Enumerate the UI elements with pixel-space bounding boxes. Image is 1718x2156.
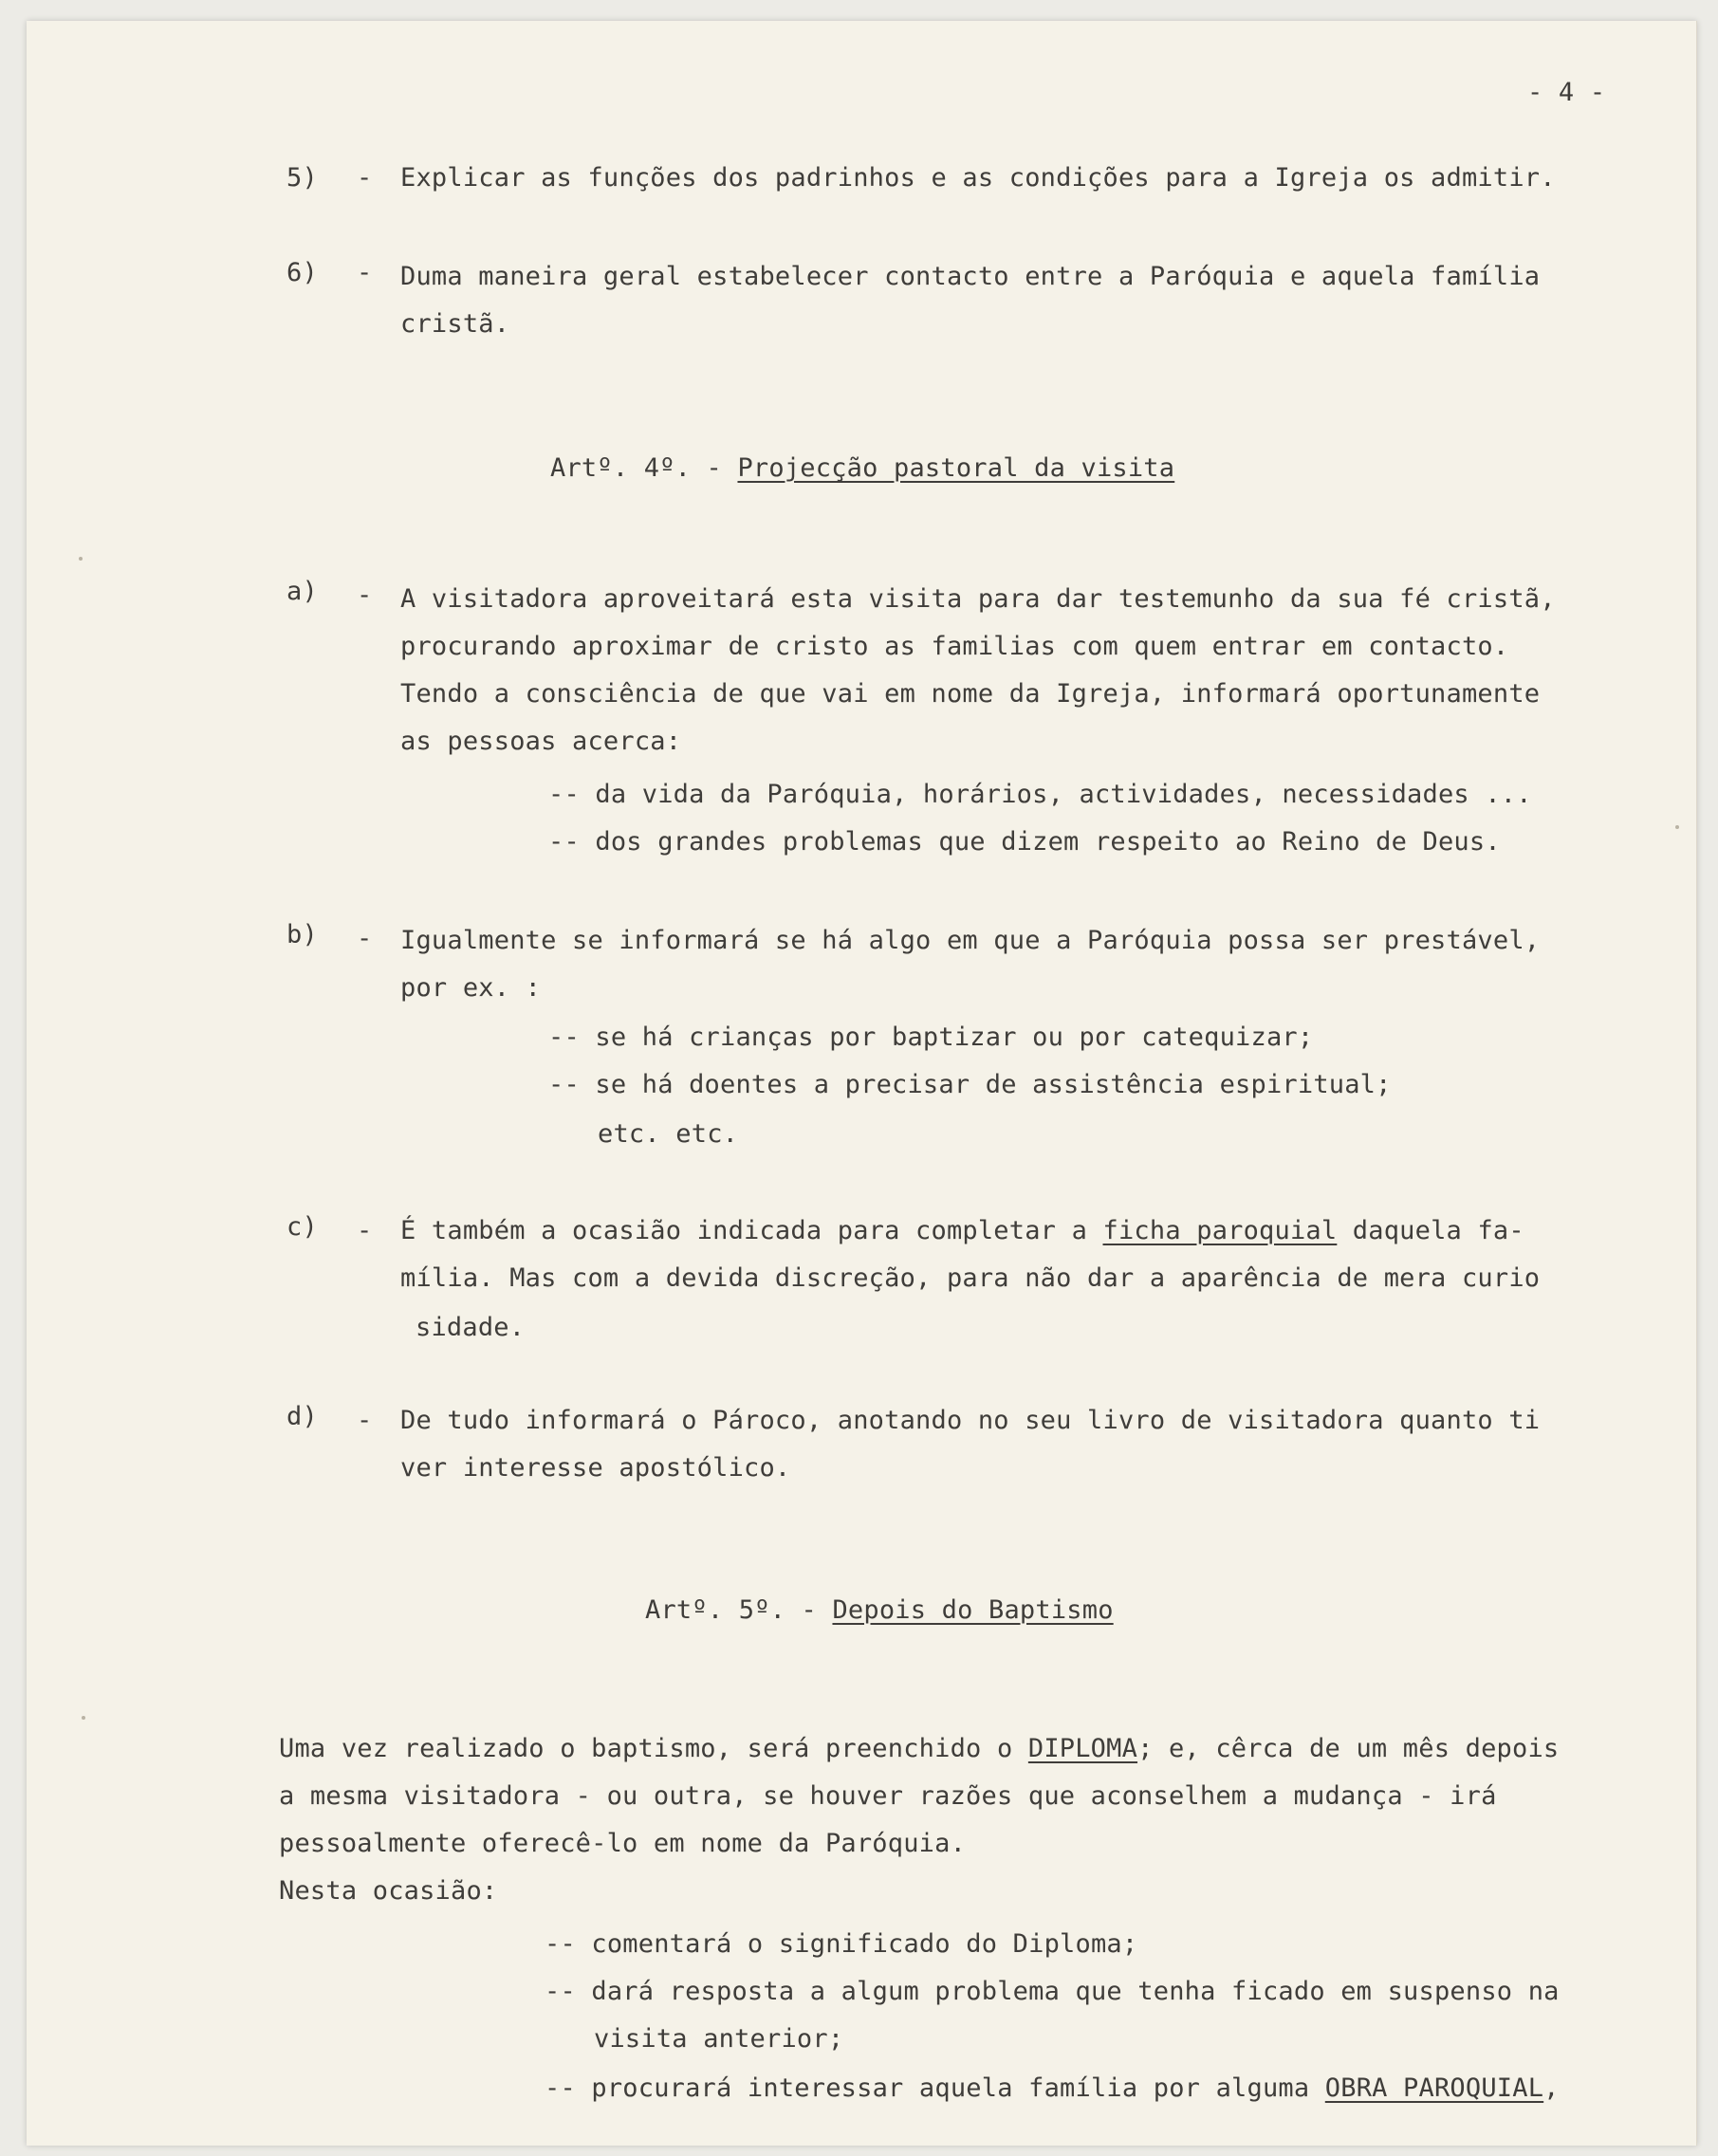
item-a-bullet-1: -- da vida da Paróquia, horários, actividades, necessidades ... [548,780,1532,809]
article-5-heading [645,1597,1114,1623]
final-line-1 [279,1736,1559,1761]
final-bullet-3-post: , [1543,2073,1560,2103]
item-a-line-4: as pessoas acerca: [400,727,682,756]
page-number: - 4 - [1527,78,1606,107]
item-5-dash: - [357,163,373,193]
ficha-paroquial-term: ficha paroquial [1102,1216,1338,1245]
obra-paroquial-term: OBRA PAROQUIAL [1324,2073,1544,2103]
final-line-1-post: ; e, cêrca de um mês depois [1137,1734,1560,1763]
item-b-bullet-2: -- se há doentes a precisar de assistência espiritual; [548,1070,1392,1099]
article-5-title: Depois do Baptismo [832,1595,1114,1625]
item-6-text-line-1: Duma maneira geral estabelecer contacto entre a Paróquia e aquela família [400,262,1541,291]
item-b-bullet-1: -- se há crianças por baptizar ou por catequizar; [548,1023,1314,1052]
diploma-term: DIPLOMA [1027,1734,1138,1763]
final-line-1-pre: Uma vez realizado o baptismo, será preenchido o [279,1734,1028,1763]
item-d-line-1: De tudo informará o Pároco, anotando no seu livro de visitadora quanto ti [400,1406,1541,1435]
item-c-line-1 [400,1218,1524,1244]
article-4-heading [550,455,1174,481]
article-4-prefix: Artº. 4º. - [550,453,738,483]
document-page [27,21,1697,2146]
item-d-dash: - [357,1406,373,1435]
item-c-line-3: sidade. [416,1313,526,1342]
article-5-prefix: Artº. 5º. - [645,1595,833,1625]
item-6-label: 6) [286,258,318,287]
item-c-line-1-post: daquela fa- [1337,1216,1524,1245]
final-line-4: Nesta ocasião: [279,1876,498,1906]
item-c-label: c) [286,1212,318,1242]
item-6-text-line-2: cristã. [400,309,510,339]
item-c-line-1-pre: É também a ocasião indicada para completar a [400,1216,1103,1245]
item-d-label: d) [286,1402,318,1431]
item-b-bullet-3: etc. etc. [598,1119,739,1149]
final-bullet-1: -- comentará o significado do Diploma; [545,1929,1138,1959]
item-a-line-2: procurando aproximar de cristo as familias com quem entrar em contacto. [400,632,1509,661]
item-b-line-2: por ex. : [400,973,542,1003]
final-line-3: pessoalmente oferecê-lo em nome da Paróquia. [279,1829,967,1858]
item-a-bullet-2: -- dos grandes problemas que dizem respeito ao Reino de Deus. [548,827,1501,857]
item-b-label: b) [286,920,318,949]
item-b-line-1: Igualmente se informará se há algo em que a Paróquia possa ser prestável, [400,926,1541,955]
final-bullet-3-pre: -- procurará interessar aquela família por alguma [545,2073,1325,2103]
final-bullet-2: -- dará resposta a algum problema que tenha ficado em suspenso na [545,1977,1560,2006]
item-6-dash: - [357,258,373,287]
item-a-label: a) [286,577,318,606]
final-bullet-3 [545,2075,1560,2101]
item-d-line-2: ver interesse apostólico. [400,1453,791,1483]
article-4-title: Projecção pastoral da visita [737,453,1175,483]
final-line-2: a mesma visitadora - ou outra, se houver razões que aconselhem a mudança - irá [279,1781,1497,1811]
item-5-text: Explicar as funções dos padrinhos e as condições para a Igreja os admitir. [400,163,1556,193]
item-a-dash: - [357,580,373,610]
item-a-line-1: A visitadora aproveitará esta visita para dar testemunho da sua fé cristã, [400,584,1556,614]
paper-speck [79,557,83,561]
item-c-dash: - [357,1216,373,1245]
item-b-dash: - [357,924,373,953]
item-a-line-3: Tendo a consciência de que vai em nome da Igreja, informará oportunamente [400,679,1541,709]
item-5-label: 5) [286,163,318,193]
paper-speck [82,1716,85,1720]
final-bullet-2-cont: visita anterior; [594,2024,844,2054]
paper-speck [1675,825,1679,829]
item-c-line-2: mília. Mas com a devida discreção, para não dar a aparência de mera curio [400,1263,1541,1293]
